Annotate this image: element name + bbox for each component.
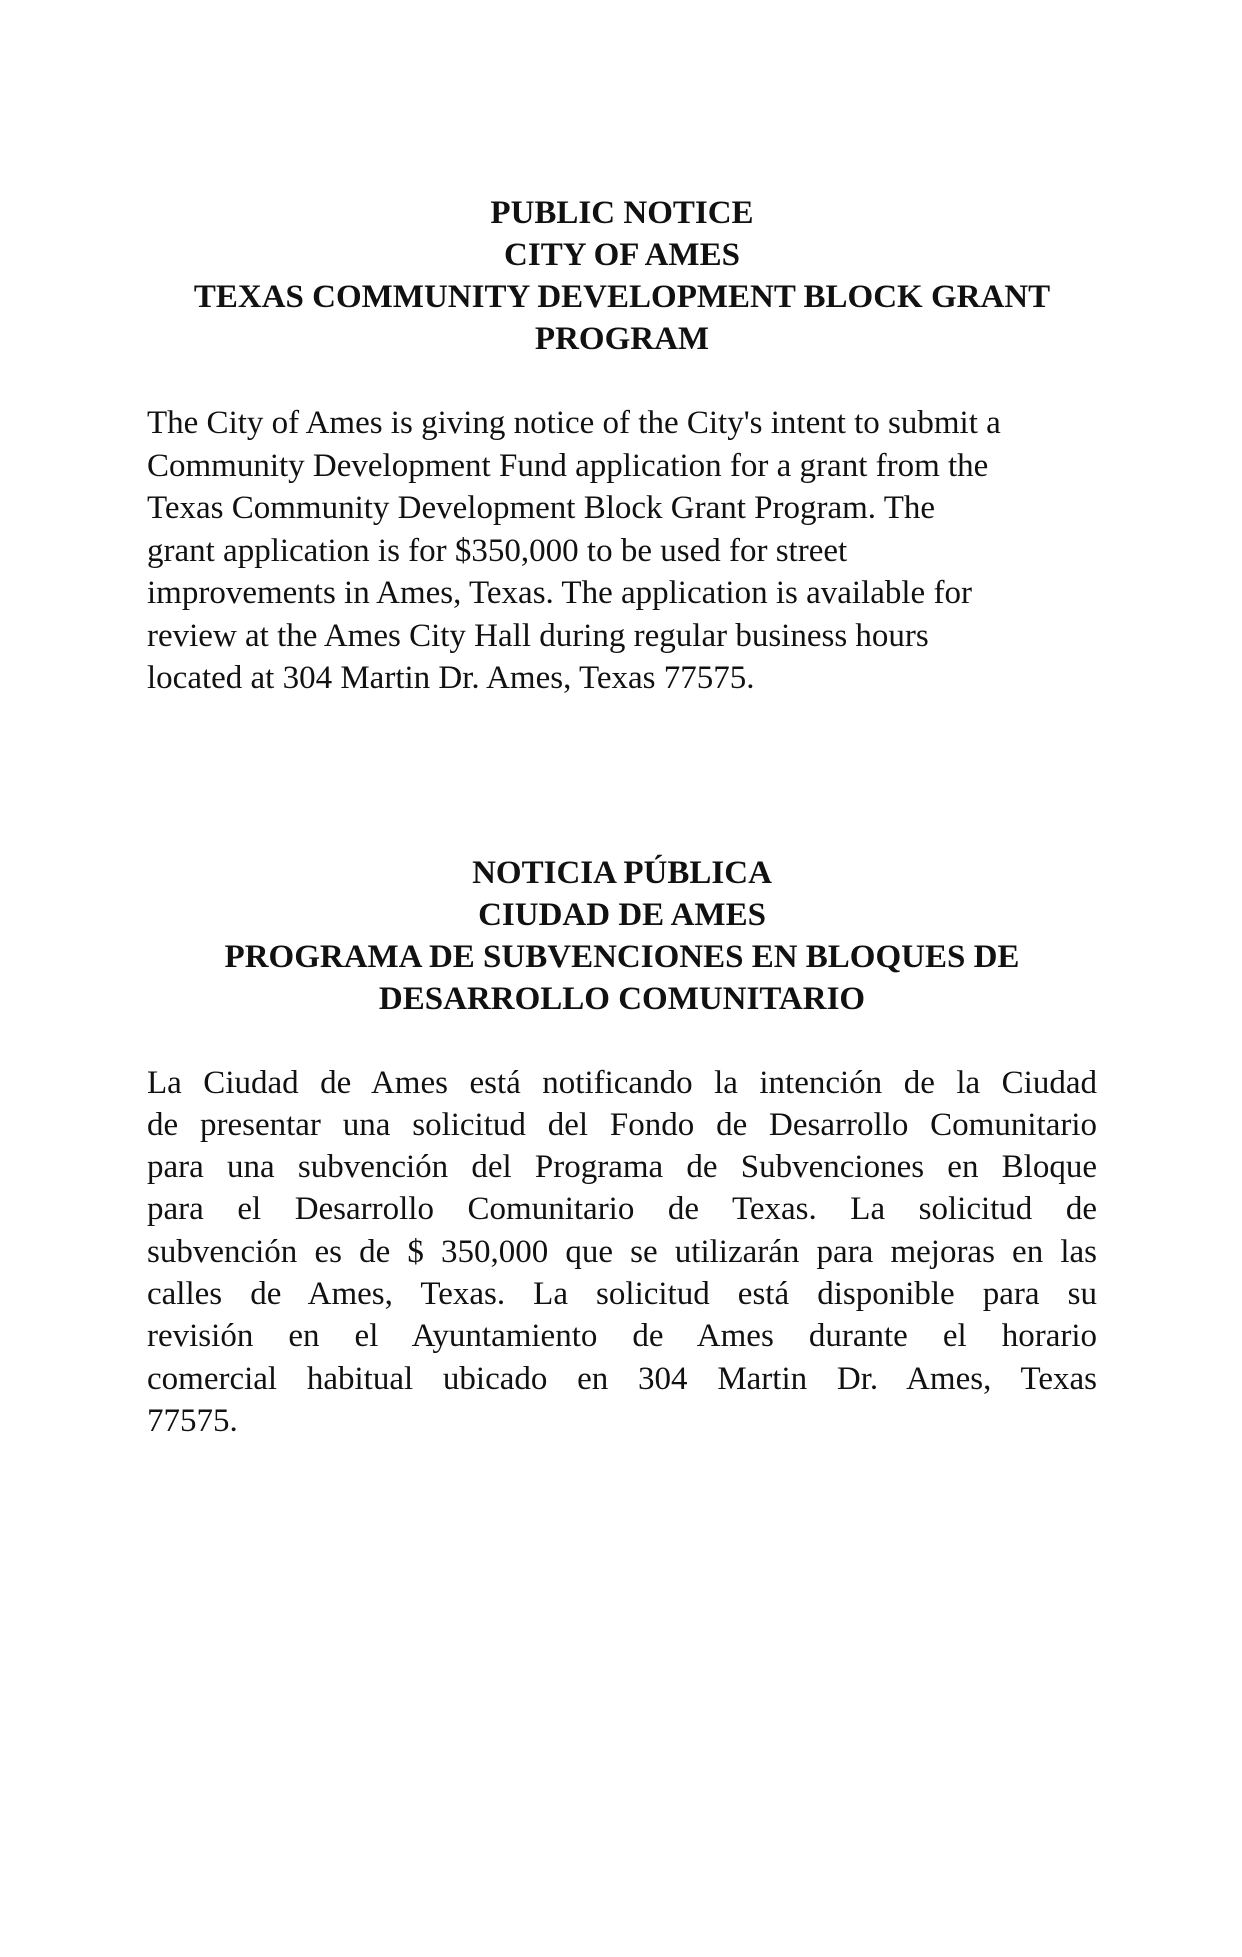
- body-line: de presentar una solicitud del Fondo de Desarrollo Comunitario: [147, 1106, 1097, 1143]
- english-notice-section: [147, 192, 1097, 700]
- body-line: subvención es de $ 350,000 que se utilizarán para mejoras en las: [147, 1233, 1097, 1270]
- spanish-notice-section: [147, 852, 1097, 1443]
- spanish-notice-heading: [147, 852, 1097, 1020]
- body-line: comercial habitual ubicado en 304 Martin Dr. Ames, Texas: [147, 1360, 1097, 1397]
- body-line: revisión en el Ayuntamiento de Ames durante el horario: [147, 1318, 1097, 1355]
- heading-line-ciudad-de-ames: CIUDAD DE AMES: [478, 896, 766, 933]
- english-notice-heading: [147, 192, 1097, 360]
- public-notice-document: [147, 192, 1097, 1442]
- heading-line-programa: PROGRAMA DE SUBVENCIONES EN BLOQUES DE: [224, 938, 1020, 975]
- body-line: Texas Community Development Block Grant Program. The: [147, 490, 936, 526]
- body-line: The City of Ames is giving notice of the City's intent to submit a: [147, 405, 1001, 441]
- body-line: review at the Ames City Hall during regular business hours: [147, 617, 929, 654]
- body-line: calles de Ames, Texas. La solicitud está disponible para su: [147, 1275, 1097, 1312]
- heading-line-public-notice: PUBLIC NOTICE: [490, 195, 754, 231]
- body-line: para el Desarrollo Comunitario de Texas. La solicitud de: [147, 1191, 1097, 1228]
- english-notice-body: [147, 402, 1097, 700]
- heading-line-noticia-publica: NOTICIA PÚBLICA: [472, 854, 772, 891]
- body-line: para una subvención del Programa de Subvenciones en Bloque: [147, 1149, 1097, 1186]
- body-line: 77575.: [147, 1402, 238, 1439]
- body-line: Community Development Fund application for a grant from the: [147, 447, 989, 484]
- body-line: improvements in Ames, Texas. The application is available for: [147, 575, 972, 611]
- heading-line-city-of-ames: CITY OF AMES: [504, 237, 740, 273]
- body-line: grant application is for $350,000 to be used for street: [147, 532, 848, 569]
- body-line: La Ciudad de Ames está notificando la intención de la Ciudad: [147, 1064, 1097, 1101]
- heading-line-desarrollo: DESARROLLO COMUNITARIO: [378, 980, 866, 1017]
- body-line: located at 304 Martin Dr. Ames, Texas 77575.: [147, 660, 755, 696]
- heading-line-program-name: TEXAS COMMUNITY DEVELOPMENT BLOCK GRANT: [193, 279, 1051, 315]
- heading-line-program: PROGRAM: [534, 321, 710, 357]
- spanish-notice-body: [147, 1062, 1097, 1443]
